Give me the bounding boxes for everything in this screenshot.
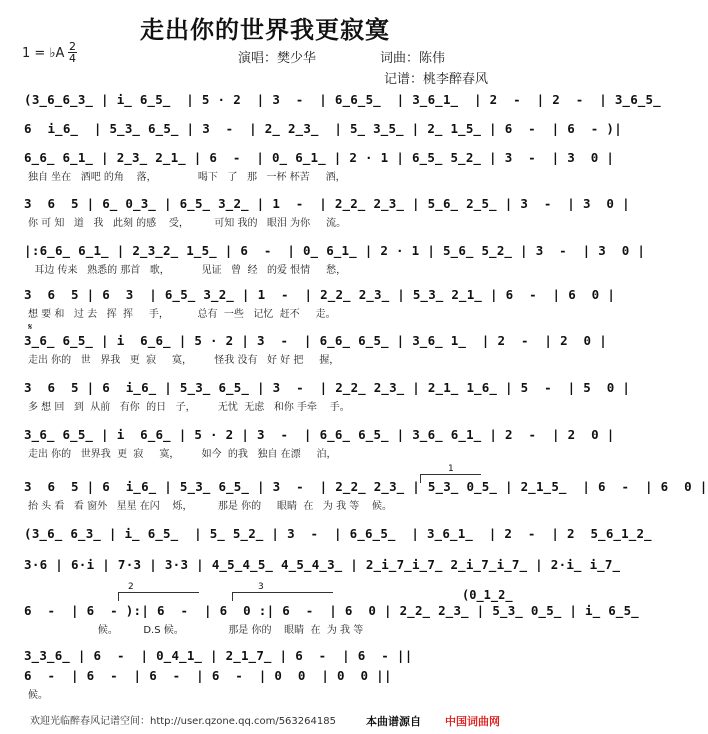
note-line: 3 6 5 | 6 i̲6̲ | 5̲3̲ 6̲5̲ | 3 - | 2̲2̲ 2̲3̲ | 2̲1̲ 1̲6̲ | 5 - | 5 0 | <box>24 380 631 395</box>
volta-1-bracket <box>420 474 481 483</box>
volta-2-bracket <box>118 592 199 601</box>
score-row <box>24 668 504 702</box>
lyric-line: 走出 你的 世界我 更 寂 寞， 如今 的我 独自 在漂 泊， <box>28 449 337 460</box>
note-line: 6 - | 6 - | 6 - | 6 - | 0 0 | 0 0 || <box>24 668 392 683</box>
score-row <box>24 150 615 184</box>
note-line: 6 i̲6̲ | 5̲3̲ 6̲5̲ | 3 - | 2̲ 2̲3̲ | 5̲ 3̲5̲ | 2̲ 1̲5̲ | 6 - | 6 - )| <box>24 121 623 136</box>
note-line: 6 - | 6 - ):| 6 - | 6 0 :| 6 - | 6 0 | 2̲2̲ 2̲3̲ | 5̲3̲ 0̲5̲ | i̲ 6̲5̲ <box>24 603 639 618</box>
time-signature <box>68 41 77 64</box>
score-row <box>24 479 708 513</box>
score-row <box>24 427 615 461</box>
lyric-line: 你 可 知 道 我 此刻 的感 受， 可知 我的 眼泪 为你 流。 <box>28 218 347 229</box>
footer-url: 欢迎光临醉春风记谱空间：http://user.qzone.qq.com/563264185 <box>30 716 336 727</box>
note-line: (3̲6̲6̲3̲ | i̲ 6̲5̲ | 5 · 2 | 3 - | 6̲6̲5̲ | 3̲6̲1̲ | 2 - | 2 - | 3̲6̲5̲ <box>24 92 661 107</box>
score-row <box>24 380 631 414</box>
lyric-line <box>28 544 504 558</box>
lyric-line: 耳边 传来 熟悉的 那首 歌， 见证 曾 经 的爱 恨情 愁， <box>28 265 347 276</box>
note-line: 6̲6̲ 6̲1̲ | 2̲3̲ 2̲1̲ | 6 - | 0̲ 6̲1̲ | 2 · 1 | 6̲5̲ 5̲2̲ | 3 - | 3 0 | <box>24 150 615 165</box>
song-title: 走出你的世界我更寂寞 <box>140 15 390 44</box>
note-line: 3 6 5 | 6̲ 0̲3̲ | 6̲5̲ 3̲2̲ | 1 - | 2̲2̲ 2̲3̲ | 5̲6̲ 2̲5̲ | 3 - | 3 0 | <box>24 196 630 211</box>
note-line: 3 6 5 | 6 i̲6̲ | 5̲3̲ 6̲5̲ | 3 - | 2̲2̲ 2̲3̲ | 5̲3̲ 0̲5̲ | 2̲1̲5̲ | 6 - | 6 0 | <box>24 479 708 494</box>
score-row <box>24 243 646 277</box>
lyric-line: 独自 坐在 酒吧 的角 落， 喝下 了 那 一杯 杯苦 酒， <box>28 172 346 183</box>
key-signature: 1 = ♭A <box>22 46 65 61</box>
score-row <box>24 603 639 637</box>
lyric-line: 多 想 回 到 从前 有你 的日 子， 无忧 无虑 和你 手牵 手。 <box>28 402 350 413</box>
score-row <box>24 196 630 230</box>
score-row <box>24 333 608 367</box>
lyric-line: 候。 D.S 候。 那是 你的 眼睛 在 为 我 等 <box>28 625 364 636</box>
volta-2-label: 2 <box>128 582 134 592</box>
time-signature-bottom: 4 <box>69 52 76 65</box>
source-label: 本曲谱源自 <box>366 715 421 728</box>
lyric-line: 抬 头 看 看 窗外 星星 在闪 烁， 那是 你的 眼睛 在 为 我 等 候。 <box>28 501 392 512</box>
recorder-credit: 记谱：桃李醉春风 <box>384 72 489 87</box>
note-line: 3̲6̲ 6̲5̲ | i 6̲6̲ | 5 · 2 | 3 - | 6̲6̲ 6̲5̲ | 3̲6̲ 1̲ | 2 - | 2 0 | <box>24 333 608 348</box>
composer-credit: 词曲：陈伟 <box>380 51 446 66</box>
volta-3-bracket <box>232 592 333 601</box>
coda-pickup: (0̲1̲2̲ <box>462 588 513 602</box>
volta-3-label: 3 <box>258 582 264 592</box>
note-line: 3·6 | 6·i | 7·3 | 3·3 | 4̲5̲4̲5̲ 4̲5̲4̲3̲ | 2̲i̲7̲i̲7̲ 2̲i̲7̲i̲7̲ | 2·i̲ i̲7̲ <box>24 557 621 572</box>
note-line: (3̲6̲ 6̲3̲ | i̲ 6̲5̲ | 5̲ 5̲2̲ | 3 - | 6̲6̲5̲ | 3̲6̲1̲ | 2 - | 2 5̲6̲1̲2̲ <box>24 526 652 541</box>
time-signature-top: 2 <box>69 40 76 53</box>
note-line: |:6̲6̲ 6̲1̲ | 2̲3̲2̲ 1̲5̲ | 6 - | 0̲ 6̲1̲ | 2 · 1 | 5̲6̲ 5̲2̲ | 3 - | 3 0 | <box>24 243 646 258</box>
note-line: 3 6 5 | 6 3 | 6̲5̲ 3̲2̲ | 1 - | 2̲2̲ 2̲3̲ | 5̲3̲ 2̲1̲ | 6 - | 6 0 | <box>24 287 616 302</box>
score-row <box>24 557 621 591</box>
note-line: 3̲3̲6̲ | 6 - | 0̲4̲1̲ | 2̲1̲7̲ | 6 - | 6 - || <box>24 648 413 663</box>
note-line: 3̲6̲ 6̲5̲ | i 6̲6̲ | 5 · 2 | 3 - | 6̲6̲ 6̲5̲ | 3̲6̲ 6̲1̲ | 2 - | 2 0 | <box>24 427 615 442</box>
score-row <box>24 287 616 321</box>
singer-credit: 演唱：樊少华 <box>238 51 317 66</box>
score-row <box>24 526 652 560</box>
lyric-line: 候。 <box>28 690 48 701</box>
lyric-line: 走出 你的 世 界我 更 寂 寞， 怪我 没有 好 好 把 握， <box>28 355 340 366</box>
lyric-line <box>28 575 504 589</box>
segno-sign: 𝄋 <box>28 322 33 333</box>
volta-1-label: 1 <box>448 464 454 474</box>
brand-label: 中国词曲网 <box>445 715 500 728</box>
lyric-line: 想 要 和 过 去 挥 挥 手， 总有 一些 记忆 赶不 走。 <box>28 309 336 320</box>
